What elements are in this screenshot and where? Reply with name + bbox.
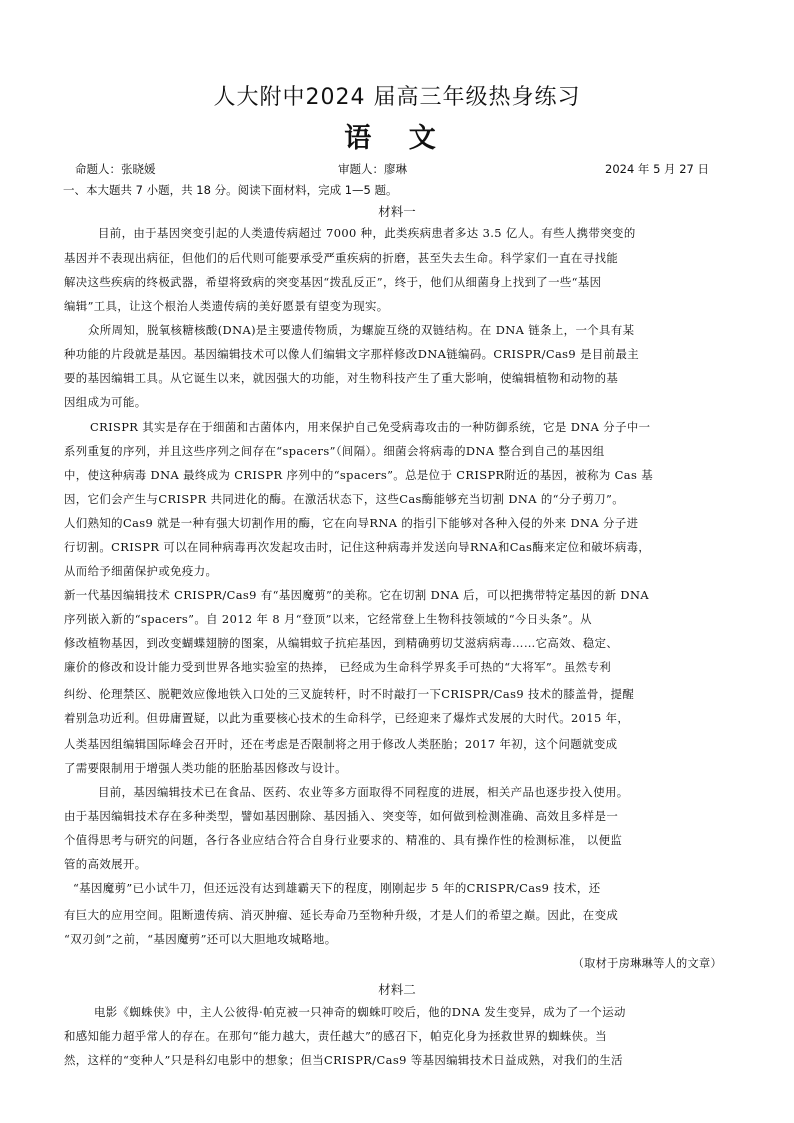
exam-date: 2024 年 5 月 27 日 [605, 162, 709, 176]
passage-line: 中，使这种病毒 DNA 最终成为 CRISPR 序列中的“spacers”。总是位于 CRISPR附近的基因，被称为 Cas 基 [64, 468, 653, 482]
passage-line: 因，它们会产生与CRISPR 共同进化的酶。在激活状态下，这些Cas酶能够充当切割 DNA 的“分子剪刀”。 [64, 492, 625, 506]
passage-line: 由于基因编辑技术存在多种类型，譬如基因删除、基因插入、突变等，如何做到检测准确、高效且多样是一 [64, 809, 619, 823]
passage-line: 电影《蜘蛛侠》中，主人公彼得·帕克被一只神奇的蜘蛛叮咬后，他的DNA 发生变异，成为了一个运动 [94, 1005, 626, 1019]
source-citation: （取材于房琳琳等人的文章） [572, 957, 722, 970]
passage-line: 基因并不表现出病征，但他们的后代则可能要承受严重疾病的折磨，甚至失去生命。科学家们一直在寻找能 [64, 251, 619, 265]
passage-line: 了需要限制用于增强人类功能的胚胎基因修改与设计。 [64, 761, 347, 775]
passage-line: 行切割。CRISPR 可以在同种病毒再次发起攻击时，记住这种病毒并发送向导RNA和Cas酶来定位和破坏病毒， [64, 540, 651, 554]
reviewer-label: 审题人：廖琳 [338, 162, 407, 176]
passage-line: 从而给予细菌保护或免疫力。 [64, 564, 218, 578]
passage-line: 个值得思考与研究的问题，各行各业应结合符合自身行业要求的、精准的、具有操作性的检测标准， 以便监 [64, 833, 623, 847]
material-2-heading: 材料二 [378, 982, 416, 997]
material-1-heading: 材料一 [378, 204, 416, 219]
passage-line: 然，这样的“变种人”只是科幻电影中的想象；但当CRISPR/Cas9 等基因编辑技术日益成熟，对我们的生活 [64, 1053, 623, 1067]
passage-line: “双刃剑”之前，“基因魔剪”还可以大胆地攻城略地。 [64, 932, 337, 946]
passage-line: 众所周知，脱氧核糖核酸(DNA)是主要遗传物质，为螺旋互绕的双链结构。在 DNA 链条上，一个具有某 [88, 323, 635, 337]
passage-line: “基因魔剪”已小试牛刀，但还远没有达到雄霸天下的程度，刚刚起步 5 年的CRISPR/Cas9 技术，还 [73, 881, 601, 895]
passage-line: 有巨大的应用空间。阻断遗传病、消灭肿瘤、延长寿命乃至物种升级，才是人们的希望之巅。因此，在变成 [64, 908, 619, 922]
passage-line: 系列重复的序列，并且这些序列之间存在“spacers”（间隔）。细菌会将病毒的DNA 整合到自己的基因组 [64, 444, 605, 458]
passage-line: 编辑”工具，让这个根治人类遗传病的美好愿景有望变为现实。 [64, 299, 389, 313]
passage-line: 修改植物基因，到改变蝴蝶翅膀的图案，从编辑蚊子抗疟基因，到精确剪切艾滋病病毒……它高效、稳定、 [64, 636, 619, 650]
passage-line: CRISPR 其实是存在于细菌和古菌体内，用来保护自己免受病毒攻击的一种防御系统，它是 DNA 分子中一 [90, 420, 651, 434]
passage-line: 目前，基因编辑技术已在食品、医药、农业等多方面取得不同程度的进展，相关产品也逐步投入使用。 [98, 785, 629, 799]
passage-line: 纠纷、伦理禁区、脱靶效应像地铁入口处的三叉旋转杆，时不时敲打一下CRISPR/Cas9 技术的膝盖骨，提醒 [64, 687, 635, 701]
passage-line: 管的高效展开。 [64, 857, 147, 871]
section-instruction: 一、本大题共 7 小题，共 18 分。阅读下面材料，完成 1—5 题。 [63, 183, 398, 197]
passage-line: 着别急功近利。但毋庸置疑，以此为重要核心技术的生命科学，已经迎来了爆炸式发展的大时代。2015 年， [64, 711, 630, 725]
exam-title: 人大附中2024 届高三年级热身练习 [213, 85, 581, 110]
passage-line: 新一代基因编辑技术 CRISPR/Cas9 有“基因魔剪”的美称。它在切割 DNA 后，可以把携带特定基因的新 DNA [64, 588, 649, 602]
passage-line: 廉价的修改和设计能力受到世界各地实验室的热捧， 已经成为生命科学界炙手可热的“大将军”。虽然专利 [64, 660, 612, 674]
author-label: 命题人：张晓媛 [75, 162, 156, 176]
passage-line: 人们熟知的Cas9 就是一种有强大切割作用的酶，它在向导RNA 的指引下能够对各种入侵的外来 DNA 分子进 [64, 516, 639, 530]
passage-line: 目前，由于基因突变引起的人类遗传病超过 7000 种，此类疾病患者多达 3.5 亿人。有些人携带突变的 [98, 226, 636, 240]
passage-line: 人类基因组编辑国际峰会召开时，还在考虑是否限制将之用于修改人类胚胎；2017 年初，这个问题就变成 [64, 737, 618, 751]
passage-line: 要的基因编辑工具。从它诞生以来，就因强大的功能，对生物科技产生了重大影响，使编辑植物和动物的基 [64, 371, 619, 385]
passage-line: 序列嵌入新的“spacers”。自 2012 年 8 月“登顶”以来，它经常登上生物科技领域的“今日头条”。从 [64, 612, 592, 626]
passage-line: 因组成为可能。 [64, 395, 147, 409]
passage-line: 种功能的片段就是基因。基因编辑技术可以像人们编辑文字那样修改DNA链编码。CRISPR/Cas9 是目前最主 [64, 347, 640, 361]
subject-title: 语 文 [344, 123, 450, 154]
passage-line: 和感知能力超乎常人的存在。在那句“能力越大，责任越大”的感召下，帕克化身为拯救世界的蜘蛛侠。当 [64, 1029, 608, 1043]
passage-line: 解决这些疾病的终极武器，希望将致病的突变基因“拨乱反正”，终于，他们从细菌身上找到了一些“基因 [64, 275, 602, 289]
